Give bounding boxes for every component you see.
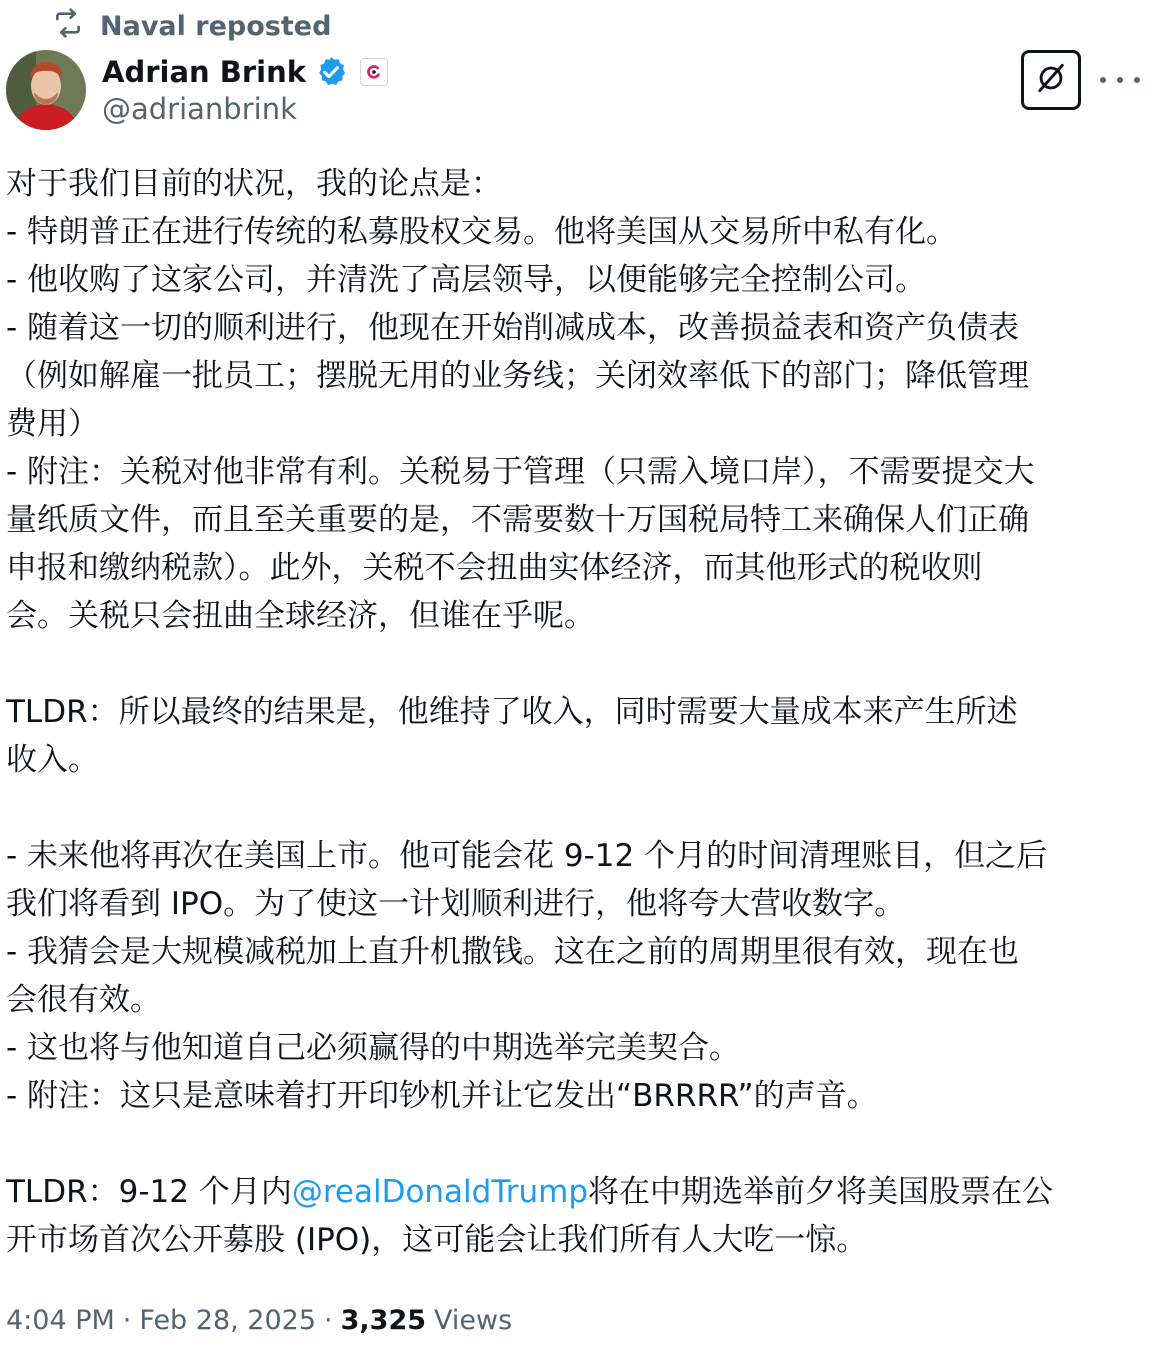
affiliate-badge-icon[interactable] <box>360 58 388 86</box>
tweet-line: 会很有效。 <box>6 982 161 1018</box>
tweet-line: （例如解雇一批员工；摆脱无用的业务线；关闭效率低下的部门；降低管理 <box>6 358 1029 394</box>
author-handle[interactable]: @adrianbrink <box>102 92 297 126</box>
tweet-line: 对于我们目前的状况，我的论点是： <box>6 166 502 202</box>
verified-badge-icon <box>314 55 348 89</box>
tweet-line: 申报和缴纳税款）。此外，关税不会扭曲实体经济，而其他形式的税收则 <box>6 550 983 586</box>
more-button[interactable] <box>1100 64 1140 96</box>
views-label: Views <box>434 1304 513 1336</box>
tweet-line: 费用） <box>6 406 99 442</box>
repost-label: Naval reposted <box>100 10 332 42</box>
tweet-line: - 附注：关税对他非常有利。关税易于管理（只需入境口岸），不需要提交大 <box>6 454 1035 490</box>
meta-separator: · <box>122 1304 132 1336</box>
tweet-date[interactable]: Feb 28, 2025 <box>139 1304 317 1336</box>
author-name[interactable]: Adrian Brink <box>102 55 307 89</box>
tweet-line <box>6 640 1146 688</box>
tweet-line <box>6 1120 1146 1168</box>
grok-icon <box>1034 61 1068 99</box>
more-icon <box>1100 77 1106 83</box>
repost-icon <box>52 7 84 46</box>
meta-separator: · <box>324 1304 333 1336</box>
tweet-line: - 这也将与他知道自己必须赢得的中期选举完美契合。 <box>6 1030 741 1066</box>
mention-link[interactable]: @realDonaldTrump <box>291 1174 588 1210</box>
tweet-line: 收入。 <box>6 742 99 778</box>
tweet-line: - 我猜会是大规模减税加上直升机撒钱。这在之前的周期里很有效，现在也 <box>6 934 1020 970</box>
tweet-line: 量纸质文件，而且至关重要的是，不需要数十万国税局特工来确保人们正确 <box>6 502 1029 538</box>
tweet-line: TLDR：所以最终的结果是，他维持了收入，同时需要大量成本来产生所述 <box>6 694 1018 730</box>
tweet-line: - 他收购了这家公司，并清洗了高层领导，以便能够完全控制公司。 <box>6 262 927 298</box>
grok-button[interactable] <box>1021 50 1081 110</box>
tweet-line: - 附注：这只是意味着打开印钞机并让它发出“BRRRR”的声音。 <box>6 1078 878 1114</box>
tweet-line: 会。关税只会扭曲全球经济，但谁在乎呢。 <box>6 598 595 634</box>
tweet-line: 开市场首次公开募股 (IPO)，这可能会让我们所有人大吃一惊。 <box>6 1222 868 1258</box>
tweet-line <box>6 784 1146 832</box>
avatar[interactable] <box>6 50 86 130</box>
tldr-prefix: TLDR：9-12 个月内 <box>6 1174 292 1210</box>
tweet-time[interactable]: 4:04 PM <box>6 1304 115 1336</box>
views-count: 3,325 <box>340 1304 427 1336</box>
tweet-line: - 随着这一切的顺利进行，他现在开始削减成本，改善损益表和资产负债表 <box>6 310 1020 346</box>
tweet-line: 我们将看到 IPO。为了使这一计划顺利进行，他将夸大营收数字。 <box>6 886 906 922</box>
tweet-meta <box>6 1300 512 1340</box>
tweet-line: - 未来他将再次在美国上市。他可能会花 9-12 个月的时间清理账目，但之后 <box>6 838 1048 874</box>
tweet-line: - 特朗普正在进行传统的私募股权交易。他将美国从交易所中私有化。 <box>6 214 958 250</box>
repost-indicator[interactable] <box>52 8 331 44</box>
tldr-suffix: 将在中期选举前夕将美国股票在公 <box>588 1174 1053 1210</box>
tweet-text <box>6 160 1146 1264</box>
tweet-line-final <box>6 1168 1146 1216</box>
